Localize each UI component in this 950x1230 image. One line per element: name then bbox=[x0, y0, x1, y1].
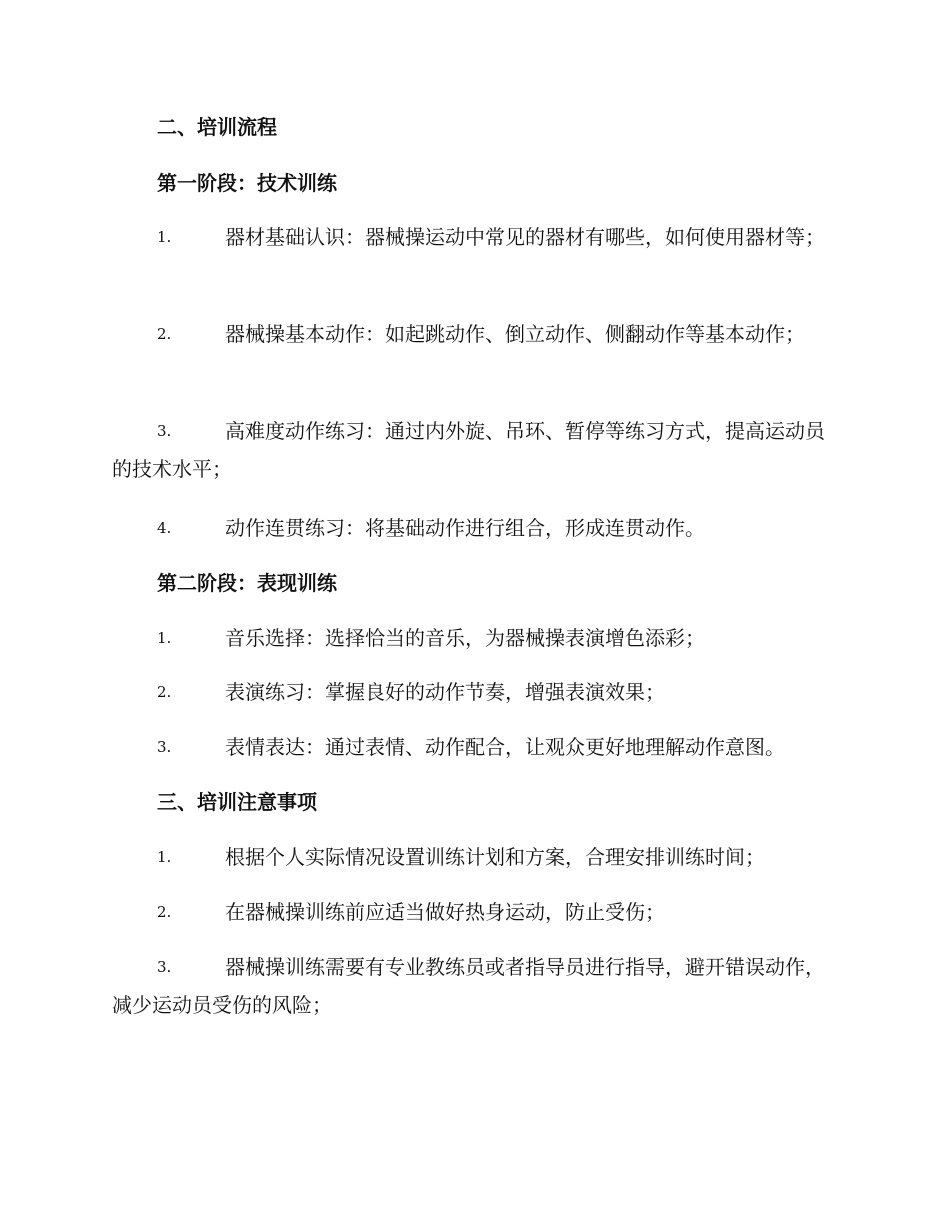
list-item-text: 音乐选择：选择恰当的音乐，为器械操表演增色添彩； bbox=[225, 626, 705, 650]
list-item bbox=[112, 673, 842, 711]
list-item bbox=[112, 948, 842, 1024]
list-item bbox=[112, 315, 842, 353]
stage-heading-technical-training: 第一阶段：技术训练 bbox=[157, 171, 337, 195]
list-item bbox=[112, 509, 842, 547]
list-item-text: 根据个人实际情况设置训练计划和方案，合理安排训练时间； bbox=[225, 845, 765, 869]
list-item-text: 高难度动作练习：通过内外旋、吊环、暂停等练习方式，提高运动员的技术水平； bbox=[112, 419, 825, 481]
list-item-number: 2. bbox=[157, 683, 172, 701]
list-item-number: 2. bbox=[157, 903, 172, 921]
stage-heading-performance-training: 第二阶段：表现训练 bbox=[157, 571, 337, 595]
list-item-text: 器械操基本动作：如起跳动作、倒立动作、侧翻动作等基本动作； bbox=[225, 322, 805, 346]
list-item bbox=[112, 412, 842, 488]
list-item bbox=[112, 893, 842, 931]
list-item-number: 3. bbox=[157, 738, 172, 756]
list-item bbox=[112, 838, 842, 876]
list-item-number: 1. bbox=[157, 629, 172, 647]
list-item bbox=[112, 218, 842, 256]
list-item-number: 3. bbox=[157, 422, 172, 440]
list-item-number: 1. bbox=[157, 848, 172, 866]
list-item bbox=[112, 619, 842, 657]
list-item-text: 器材基础认识：器械操运动中常见的器材有哪些，如何使用器材等； bbox=[225, 225, 825, 249]
list-item-text: 动作连贯练习：将基础动作进行组合，形成连贯动作。 bbox=[225, 516, 705, 540]
section-heading-training-notes: 三、培训注意事项 bbox=[157, 790, 317, 814]
list-item-number: 4. bbox=[157, 519, 172, 537]
list-item-number: 2. bbox=[157, 325, 172, 343]
list-item-number: 3. bbox=[157, 958, 172, 976]
list-item-text: 表演练习：掌握良好的动作节奏，增强表演效果； bbox=[225, 680, 665, 704]
list-item-number: 1. bbox=[157, 228, 172, 246]
list-item-text: 器械操训练需要有专业教练员或者指导员进行指导，避开错误动作，减少运动员受伤的风险； bbox=[112, 955, 825, 1017]
list-item-text: 在器械操训练前应适当做好热身运动，防止受伤； bbox=[225, 900, 665, 924]
list-item-text: 表情表达：通过表情、动作配合，让观众更好地理解动作意图。 bbox=[225, 735, 785, 759]
list-item bbox=[112, 728, 842, 766]
section-heading-training-process: 二、培训流程 bbox=[157, 115, 277, 139]
